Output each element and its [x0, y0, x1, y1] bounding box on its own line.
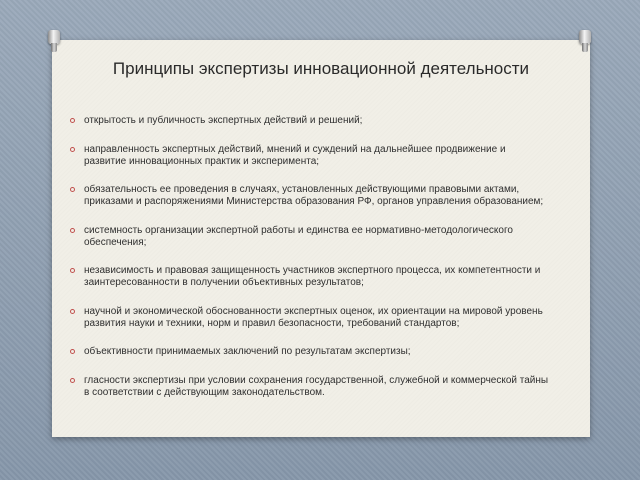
- circle-bullet-icon: [70, 378, 75, 383]
- list-item: [70, 115, 550, 127]
- slide-title: Принципы экспертизы инновационной деятельности: [112, 59, 530, 78]
- circle-bullet-icon: [70, 187, 75, 192]
- list-item-text: независимость и правовая защищенность участников экспертного процесса, их компетентности и заинтересованности в получении объективных результатов;: [84, 265, 541, 288]
- list-item: [70, 184, 550, 208]
- circle-bullet-icon: [70, 268, 75, 273]
- list-item: [70, 306, 550, 330]
- list-item-text: гласности экспертизы при условии сохранения государственной, служебной и коммерческой тайны в соответствии с действующим законодательством.: [84, 374, 549, 398]
- circle-bullet-icon: [70, 118, 75, 123]
- list-item: [70, 225, 550, 249]
- circle-bullet-icon: [70, 228, 75, 233]
- pushpin-icon: [577, 30, 595, 54]
- list-item-text: системность организации экспертной работы и единства ее нормативно-методологического обеспечения;: [84, 224, 513, 248]
- list-item-text: открытость и публичность экспертных действий и решений;: [84, 115, 363, 126]
- bullet-list: [70, 115, 550, 415]
- pushpin-icon: [46, 30, 64, 54]
- list-item-text: объективности принимаемых заключений по результатам экспертизы;: [84, 346, 411, 357]
- list-item: [70, 265, 550, 289]
- list-item-text: обязательность ее проведения в случаях, установленных действующими правовыми актами, приказами и распоряжениями Министерства образования РФ, органов управления образованием;: [84, 184, 544, 207]
- list-item-text: научной и экономической обоснованности экспертных оценок, их ориентации на мировой уровень развития науки и техники, норм и правил безопасности, требований стандартов;: [84, 305, 543, 329]
- list-item-text: направленность экспертных действий, мнений и суждений на дальнейшее продвижение и развитие инновационных практик и эксперимента;: [84, 143, 506, 167]
- circle-bullet-icon: [70, 147, 75, 152]
- circle-bullet-icon: [70, 309, 75, 314]
- list-item: [70, 375, 550, 399]
- circle-bullet-icon: [70, 349, 75, 354]
- list-item: [70, 144, 550, 168]
- list-item: [70, 346, 550, 358]
